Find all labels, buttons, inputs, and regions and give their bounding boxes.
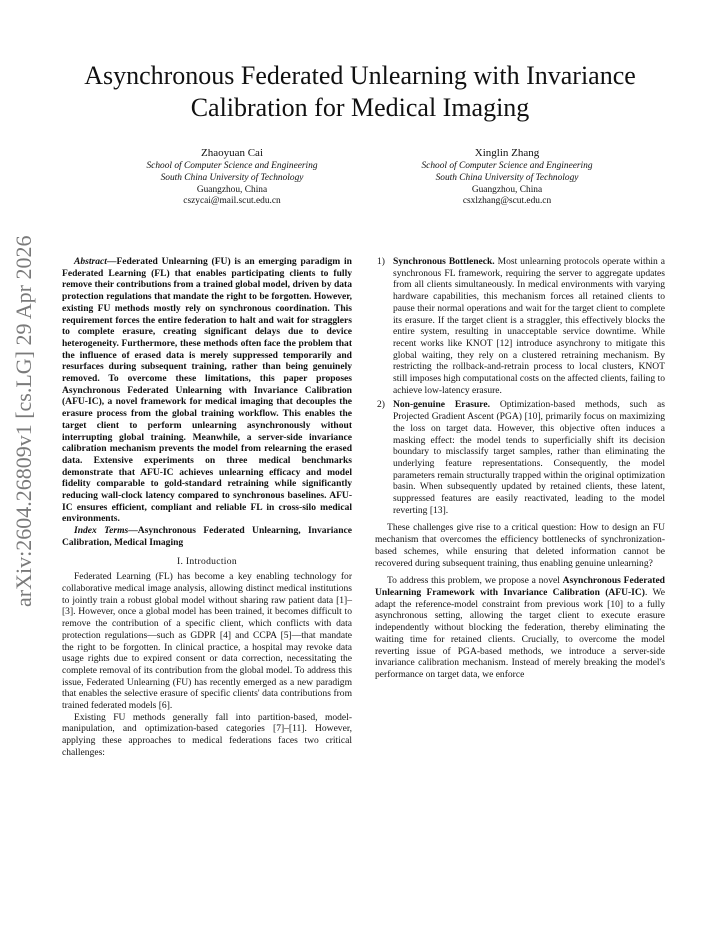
item-text: Optimization-based methods, such as Projected Gradient Ascent (PGA) [10], primarily focus on maximizing the loss on target data. However, this objective often induces a masking effect: the model tends to superficially shift its decision boundary to misclassify target samples, rather than eliminating the underlying feature representations. Consequently, the model parameters remain structurally trapped within the original optimization basin. When subsequently updated by retained clients, these latent, suppressed features are easily reactivated, leading to the model reverting [13]. — [393, 399, 665, 516]
author-block-1 — [92, 146, 372, 208]
author-name: Zhaoyuan Cai — [200, 147, 263, 159]
author-location: Guangzhou, China — [471, 184, 543, 195]
arxiv-stamp: arXiv:2604.26809v1 [cs.LG] 29 Apr 2026 — [11, 235, 36, 607]
item-text: Most unlearning protocols operate within a synchronous FL framework, requiring the server to aggregate updates from all clients simultaneously. In medical environments with varying hardware capabilities, this mechanism forces all retained clients to pause their normal operations and wait for the target client to complete its erasure. If the target client is a straggler, this effectively blocks the entire system, resulting in unacceptable service downtime. While recent works like KNOT [12] introduce asynchrony to mitigate this global waiting, they rely on a clustered retraining mechanism. By restricting the rollback-and-retrain process to local clusters, KNOT still imposes high computational costs on the affected clients, failing to achieve low-latency erasure. — [393, 256, 665, 396]
abstract-text: —Federated Unlearning (FU) is an emerging paradigm in Federated Learning (FL) that enables participating clients to fully remove their contributions from a trained global model, driven by data protection regulations that mandate the right to be forgotten. However, existing FU methods mostly rely on synchronous coordination. This requirement forces the entire federation to halt and wait for stragglers to complete erasure, creating significant delays due to device heterogeneity. Furthermore, these methods often face the problem that the influence of erased data is merely suppressed temporarily and resurfaces during subsequent training, rather than being genuinely removed. To overcome these limitations, this paper proposes Asynchronous Federated Unlearning with Invariance Calibration (AFU-IC), a novel framework for medical imaging that decouples the erasure process from the global training workflow. This enables the target client to perform unlearning asynchronously without interrupting global training. Meanwhile, a server-side invariance calibration mechanism prevents the model from relearning the erased data. Extensive experiments on three medical benchmarks demonstrate that AFU-IC achieves unlearning efficacy and model fidelity comparable to gold-standard retraining while significantly reducing wall-clock latency compared to synchronous baselines. AFU-IC ensures efficient, compliant and reliable FL in cross-silo medical environments. — [62, 256, 352, 525]
intro-paragraph-1: Federated Learning (FL) has become a key enabling technology for collaborative medical image analysis, allowing distinct medical institutions to jointly train a robust global model without sharing raw patient data [1]–[3]. However, once a global model has been trained, it becomes difficult to remove the contribution of a specific client, which conflicts with data protection regulations—such as GDPR [4] and CCPA [5]—that mandate the right to be forgotten. In clinical practice, a hospital may revoke data usage rights due to expired consent or data correction, necessitating the complete removal of its contribution from the global model. To address this issue, Federated Unlearning (FU) has recently emerged as a new paradigm that enables the selective erasure of specific clients' data contributions from trained federated models [6]. — [62, 571, 352, 712]
intro-paragraph-2: Existing FU methods generally fall into partition-based, model-manipulation, and optimization-based categories [7]–[11]. However, applying these approaches to medical federations faces two critical challenges: — [62, 711, 352, 758]
index-terms-text: —Asynchronous Federated Unlearning, Invariance Calibration, Medical Imaging — [62, 525, 352, 548]
author-name: Xinglin Zhang — [474, 147, 540, 159]
proposal-body: . We adapt the reference-model constraint from previous work [10] to a fully asynchronous setting, allowing the target client to execute erasure independently without blocking the federation, thereby eliminating the waiting time for retained clients. Crucially, to overcome the model reverting issue of PGA-based methods, we introduce a server-side invariance calibration mechanism. Instead of merely breaking the model's performance on target data, we enforce — [375, 586, 665, 680]
item-title: Non-genuine Erasure. — [393, 399, 490, 411]
author-university: South China University of Technology — [435, 172, 579, 183]
paragraph-proposal — [375, 575, 665, 680]
index-terms-label: Index Terms — [74, 525, 129, 537]
proposal-lead: To address this problem, we propose a novel — [387, 575, 563, 587]
item-number: 2) — [377, 399, 385, 411]
challenge-item — [375, 256, 665, 396]
left-column — [62, 256, 352, 759]
challenge-item — [375, 399, 665, 516]
right-column — [375, 256, 665, 681]
author-location: Guangzhou, China — [196, 184, 268, 195]
framework-name: Asynchronous Federated Unlearning Framework with Invariance Calibration (AFU-IC) — [375, 575, 665, 598]
abstract-label: Abstract — [74, 256, 107, 267]
author-block-2 — [367, 146, 647, 208]
index-terms — [62, 525, 352, 548]
author-affiliation: School of Computer Science and Engineering — [421, 161, 593, 171]
abstract — [62, 256, 352, 525]
author-email: cszycai@mail.scut.edu.cn — [183, 196, 281, 207]
item-number: 1) — [377, 256, 385, 267]
paragraph-question: These challenges give rise to a critical question: How to design an FU mechanism that overcomes the efficiency bottlenecks of synchronization-based schemes, while ensuring that deleted information cannot be recovered during subsequent training, thus enabling genuine unlearning? — [375, 522, 665, 569]
item-title: Synchronous Bottleneck. — [393, 256, 495, 267]
author-email: csxlzhang@scut.edu.cn — [462, 196, 552, 207]
paper-title: Asynchronous Federated Unlearning with Invariance Calibration for Medical Imaging — [84, 61, 636, 122]
author-affiliation: School of Computer Science and Engineering — [146, 161, 318, 171]
section-heading: I. Introduction — [177, 555, 237, 567]
author-university: South China University of Technology — [160, 172, 304, 183]
